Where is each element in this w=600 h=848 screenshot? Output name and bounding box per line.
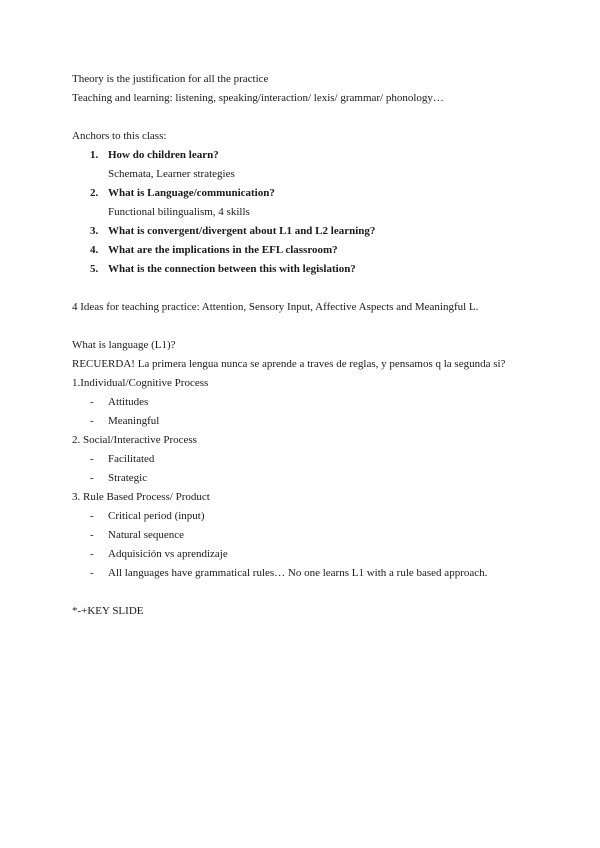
anchor-number-5: 5. <box>90 263 99 275</box>
anchor-item-3: What is convergent/divergent about L1 and L2 learning? <box>108 225 376 237</box>
bullet-dash: - <box>90 548 94 560</box>
bullet-dash: - <box>90 567 94 579</box>
key-slide-note: *-+KEY SLIDE <box>72 605 144 617</box>
anchor-number-3: 3. <box>90 225 99 237</box>
section-title-2: 2. Social/Interactive Process <box>72 434 197 446</box>
language-question: What is language (L1)? <box>72 339 176 351</box>
anchor-sub-2: Functional bilingualism, 4 skills <box>108 206 250 218</box>
section-2-bullet-1: Facilitated <box>108 453 155 465</box>
section-1-bullet-1: Attitudes <box>108 396 149 408</box>
bullet-dash: - <box>90 472 94 484</box>
section-2-bullet-2: Strategic <box>108 472 148 484</box>
bullet-dash: - <box>90 529 94 541</box>
anchor-item-1: How do children learn? <box>108 149 219 161</box>
section-3-bullet-1: Critical period (input) <box>108 510 205 522</box>
section-1-bullet-2: Meaningful <box>108 415 160 427</box>
anchor-item-5: What is the connection between this with legislation? <box>108 263 356 275</box>
intro-line-1: Theory is the justification for all the practice <box>72 73 269 85</box>
bullet-dash: - <box>90 510 94 522</box>
anchors-heading: Anchors to this class: <box>72 130 167 142</box>
remember-note: RECUERDA! La primera lengua nunca se aprende a traves de reglas, y pensamos q la segunda si? <box>72 358 506 370</box>
section-3-bullet-2: Natural sequence <box>108 529 185 541</box>
anchor-number-1: 1. <box>90 149 99 161</box>
bullet-dash: - <box>90 453 94 465</box>
anchor-item-4: What are the implications in the EFL classroom? <box>108 244 338 256</box>
section-title-3: 3. Rule Based Process/ Product <box>72 491 210 503</box>
section-title-1: 1.Individual/Cognitive Process <box>72 377 209 389</box>
intro-line-2: Teaching and learning: listening, speaking/interaction/ lexis/ grammar/ phonology… <box>72 92 444 104</box>
anchor-sub-1: Schemata, Learner strategies <box>108 168 235 180</box>
bullet-dash: - <box>90 415 94 427</box>
bullet-dash: - <box>90 396 94 408</box>
section-3-bullet-4: All languages have grammatical rules… No one learns L1 with a rule based approach. <box>108 567 488 579</box>
anchor-number-4: 4. <box>90 244 99 256</box>
anchor-number-2: 2. <box>90 187 99 199</box>
section-3-bullet-3: Adquisición vs aprendizaje <box>108 548 228 560</box>
ideas-line: 4 Ideas for teaching practice: Attention, Sensory Input, Affective Aspects and Meaningful L. <box>72 301 479 313</box>
anchor-item-2: What is Language/communication? <box>108 187 275 199</box>
